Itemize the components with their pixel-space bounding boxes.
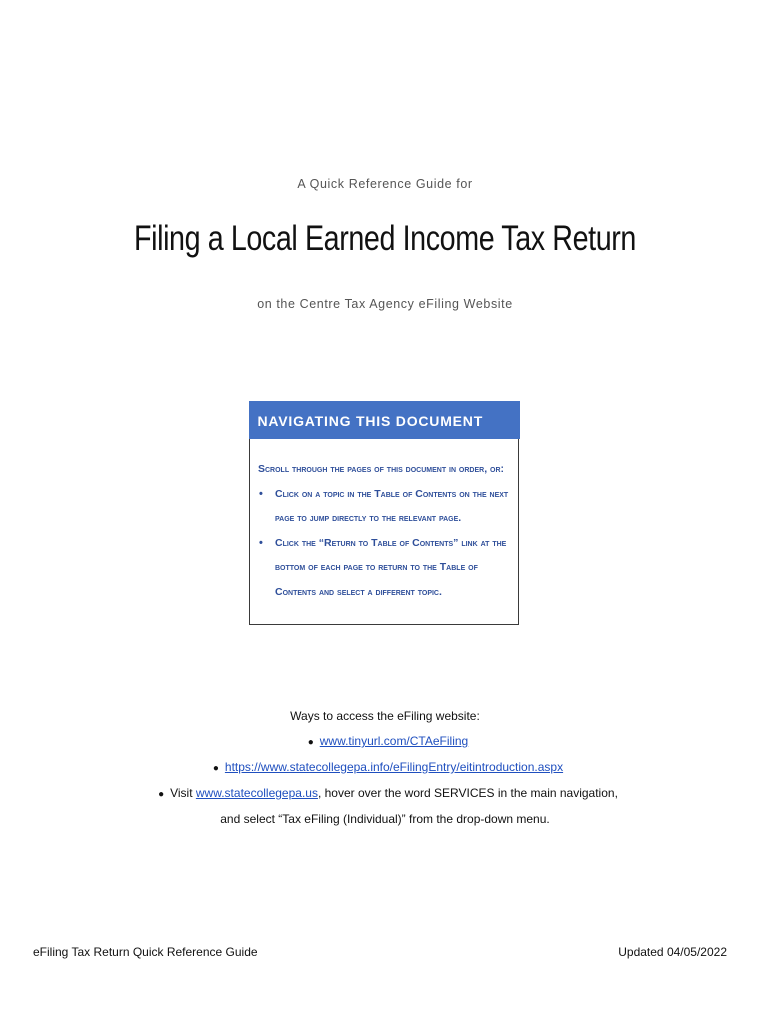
- navigation-box-body: [250, 439, 518, 604]
- navigation-bullet-text: Click the “Return to Table of Contents” link at the bottom of each page to return to the Table of Contents and select a different topic.: [275, 536, 507, 598]
- navigation-box: [249, 401, 519, 625]
- page-title: Filing a Local Earned Income Tax Return: [134, 219, 636, 258]
- access-section: [0, 704, 770, 832]
- footer-guide-name: eFiling Tax Return Quick Reference Guide: [33, 945, 258, 959]
- access-item-visit-continued: and select “Tax eFiling (Individual)” from the drop-down menu.: [220, 812, 550, 826]
- access-heading: Ways to access the eFiling website:: [290, 709, 480, 723]
- statecollege-info-link[interactable]: https://www.statecollegepa.info/eFilingEntry/eitintroduction.aspx: [224, 760, 564, 774]
- navigation-intro: Scroll through the pages of this document in order, or:: [258, 463, 505, 475]
- visit-suffix: , hover over the word SERVICES in the main navigation,: [317, 786, 618, 800]
- navigation-bullet-list: [258, 482, 510, 605]
- access-item-visit: [0, 781, 770, 807]
- post-title: on the Centre Tax Agency eFiling Website: [257, 297, 513, 311]
- navigation-box-heading: NAVIGATING THIS DOCUMENT: [249, 401, 520, 439]
- access-item-statecollege-info: [0, 755, 770, 781]
- navigation-bullet-text: Click on a topic in the Table of Contents on the next page to jump directly to the relevant page.: [275, 487, 509, 524]
- footer-updated-date: Updated 04/05/2022: [618, 945, 727, 959]
- navigation-bullet-item: [258, 531, 510, 605]
- pre-title: A Quick Reference Guide for: [297, 177, 473, 191]
- bullet-icon: ●: [158, 789, 165, 800]
- visit-prefix: Visit: [170, 786, 196, 800]
- bullet-icon: ●: [307, 737, 314, 748]
- access-item-tinyurl: [0, 729, 770, 755]
- statecollege-us-link[interactable]: www.statecollegepa.us: [195, 786, 318, 800]
- tinyurl-link[interactable]: www.tinyurl.com/CTAeFiling: [319, 734, 469, 748]
- navigation-bullet-item: [258, 482, 510, 531]
- bullet-icon: ●: [212, 763, 219, 774]
